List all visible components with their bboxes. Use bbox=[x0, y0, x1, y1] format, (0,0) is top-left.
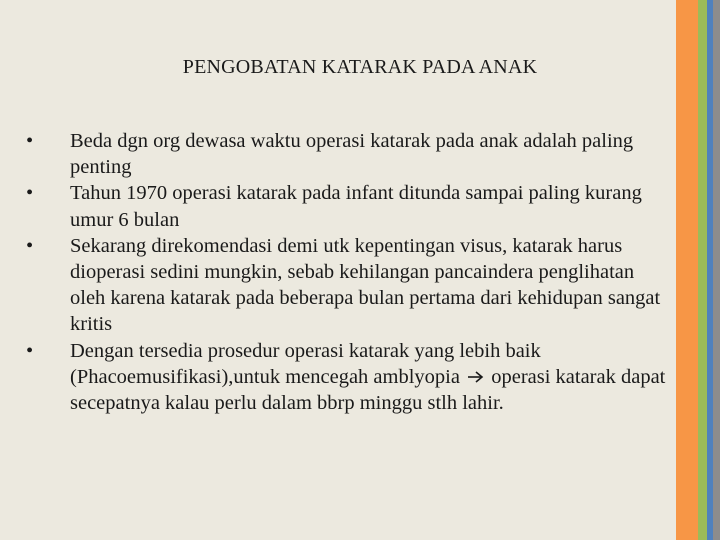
bullet-text-before-arrow: Dengan tersedia prosedur operasi katarak yang lebih baik (Phacoemusifikasi),untuk mencegah amblyopia bbox=[70, 339, 541, 388]
decor-stripe-gray bbox=[713, 0, 720, 540]
bullet-item bbox=[26, 128, 666, 180]
bullet-text-after-arrow: operasi katarak dapat secepatnya kalau perlu dalam bbrp minggu stlh lahir. bbox=[70, 365, 666, 415]
slide-content bbox=[26, 128, 666, 416]
bullet-list bbox=[26, 128, 666, 416]
bullet-marker: • bbox=[26, 130, 34, 152]
bullet-marker: • bbox=[26, 339, 34, 362]
bullet-item bbox=[26, 338, 666, 417]
bullet-item bbox=[26, 233, 666, 338]
decor-stripe-orange bbox=[676, 0, 698, 540]
bullet-text: Sekarang direkomendasi demi utk kepentingan visus, katarak harus dioperasi sedini mungkin, sebab kehilangan pancaindera penglihatan oleh karena katarak pada beberapa bulan pertama dari kehidupan sangat kritis bbox=[70, 234, 661, 336]
bullet-text: Tahun 1970 operasi katarak pada infant ditunda sampai paling kurang umur 6 bulan bbox=[70, 182, 642, 231]
decor-stripe-green bbox=[698, 0, 707, 540]
right-arrow-icon bbox=[467, 370, 485, 384]
slide-title: PENGOBATAN KATARAK PADA ANAK bbox=[182, 56, 538, 78]
bullet-item bbox=[26, 180, 666, 232]
bullet-marker: • bbox=[26, 182, 34, 205]
bullet-text: Beda dgn org dewasa waktu operasi katarak pada anak adalah paling penting bbox=[70, 130, 634, 179]
bullet-marker: • bbox=[26, 234, 34, 257]
